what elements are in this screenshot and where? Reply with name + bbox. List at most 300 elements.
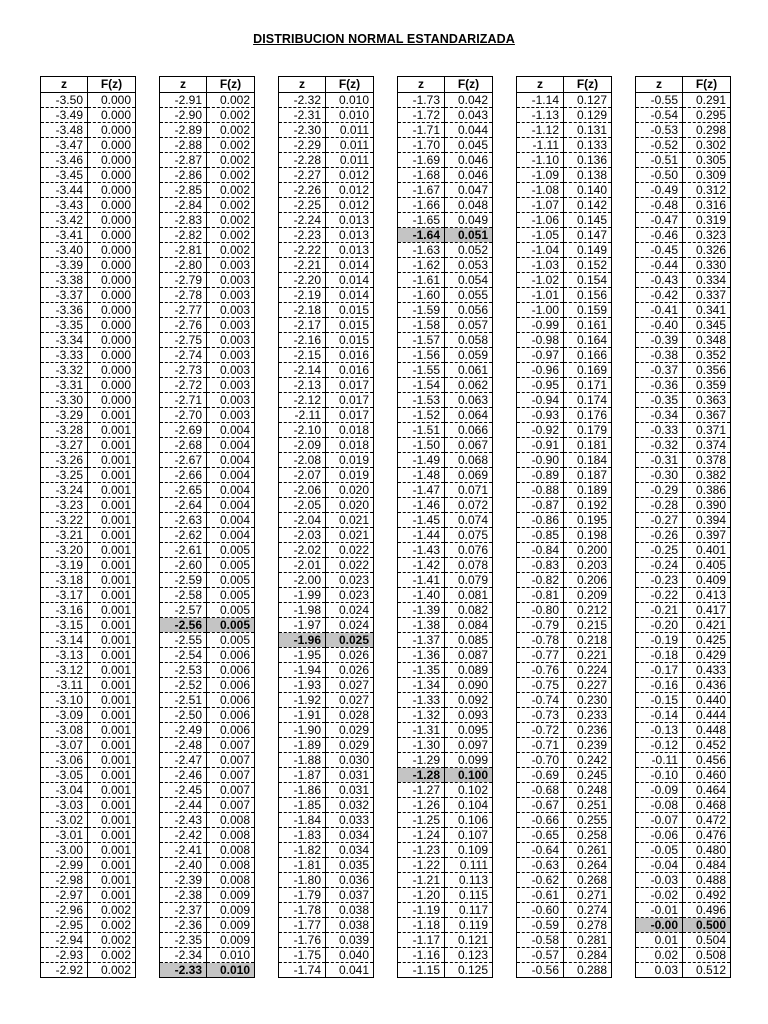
z-value: -3.28 (41, 423, 88, 438)
table-row (160, 573, 255, 588)
z-value: -3.20 (41, 543, 88, 558)
fz-value: 0.007 (207, 783, 255, 798)
table-row (41, 363, 136, 378)
fz-value: 0.090 (445, 678, 493, 693)
z-value: -2.78 (160, 288, 207, 303)
fz-header: F(z) (683, 77, 731, 93)
table-row (41, 783, 136, 798)
z-value: -3.22 (41, 513, 88, 528)
z-value: -0.22 (636, 588, 683, 603)
z-value: -2.04 (279, 513, 326, 528)
table-row (517, 708, 612, 723)
fz-value: 0.433 (683, 663, 731, 678)
fz-value: 0.001 (88, 708, 136, 723)
z-value: -0.47 (636, 213, 683, 228)
table-row (517, 603, 612, 618)
fz-value: 0.326 (683, 243, 731, 258)
fz-value: 0.022 (326, 543, 374, 558)
fz-value: 0.000 (88, 333, 136, 348)
table-row (517, 768, 612, 783)
z-value: -2.59 (160, 573, 207, 588)
fz-value: 0.012 (326, 168, 374, 183)
z-value: -0.98 (517, 333, 564, 348)
fz-value: 0.394 (683, 513, 731, 528)
fz-value: 0.038 (326, 903, 374, 918)
table-row (636, 543, 731, 558)
z-value: -3.34 (41, 333, 88, 348)
fz-value: 0.043 (445, 108, 493, 123)
table-row (517, 348, 612, 363)
fz-value: 0.140 (564, 183, 612, 198)
fz-value: 0.003 (207, 363, 255, 378)
z-value: -1.73 (398, 93, 445, 108)
z-value: -0.90 (517, 453, 564, 468)
z-value: -2.75 (160, 333, 207, 348)
fz-value: 0.017 (326, 393, 374, 408)
fz-value: 0.074 (445, 513, 493, 528)
table-row (41, 378, 136, 393)
z-value: -0.14 (636, 708, 683, 723)
table-row (636, 288, 731, 303)
table-row (160, 693, 255, 708)
fz-value: 0.476 (683, 828, 731, 843)
z-value: -0.67 (517, 798, 564, 813)
fz-value: 0.224 (564, 663, 612, 678)
fz-value: 0.174 (564, 393, 612, 408)
table-row (41, 798, 136, 813)
table-row (636, 693, 731, 708)
table-row (517, 843, 612, 858)
table-row (398, 513, 493, 528)
z-value: -0.35 (636, 393, 683, 408)
z-value: -2.87 (160, 153, 207, 168)
fz-value: 0.000 (88, 303, 136, 318)
fz-value: 0.002 (207, 108, 255, 123)
table-row (398, 933, 493, 948)
table-row (279, 303, 374, 318)
fz-value: 0.092 (445, 693, 493, 708)
table-row (279, 348, 374, 363)
fz-value: 0.002 (88, 963, 136, 978)
table-row (41, 153, 136, 168)
z-value: -2.66 (160, 468, 207, 483)
table-row (279, 483, 374, 498)
z-value: -2.64 (160, 498, 207, 513)
z-value: -2.19 (279, 288, 326, 303)
fz-value: 0.000 (88, 363, 136, 378)
table-row (41, 423, 136, 438)
z-value: -2.02 (279, 543, 326, 558)
fz-value: 0.006 (207, 648, 255, 663)
z-value: -0.82 (517, 573, 564, 588)
table-row (279, 858, 374, 873)
table-row (41, 393, 136, 408)
fz-value: 0.001 (88, 873, 136, 888)
table-row (398, 558, 493, 573)
fz-value: 0.281 (564, 933, 612, 948)
z-value: -0.03 (636, 873, 683, 888)
fz-value: 0.007 (207, 753, 255, 768)
z-value: -0.26 (636, 528, 683, 543)
z-value: -0.72 (517, 723, 564, 738)
fz-value: 0.010 (326, 93, 374, 108)
fz-value: 0.129 (564, 108, 612, 123)
z-value: -0.93 (517, 408, 564, 423)
z-value: -1.56 (398, 348, 445, 363)
table-row (41, 933, 136, 948)
z-value: -2.33 (160, 963, 207, 978)
table-row (517, 243, 612, 258)
table-row (517, 153, 612, 168)
z-value: -1.05 (517, 228, 564, 243)
fz-value: 0.047 (445, 183, 493, 198)
fz-value: 0.161 (564, 318, 612, 333)
fz-value: 0.014 (326, 273, 374, 288)
z-value: -0.51 (636, 153, 683, 168)
z-value: -1.77 (279, 918, 326, 933)
z-value: -1.43 (398, 543, 445, 558)
z-value: -2.98 (41, 873, 88, 888)
table-row (160, 243, 255, 258)
table-row (517, 588, 612, 603)
fz-header: F(z) (326, 77, 374, 93)
z-value: -0.04 (636, 858, 683, 873)
fz-value: 0.005 (207, 618, 255, 633)
fz-value: 0.100 (445, 768, 493, 783)
table-row (41, 888, 136, 903)
table-row (517, 108, 612, 123)
table-row (636, 528, 731, 543)
table-row (636, 153, 731, 168)
z-value: -1.84 (279, 813, 326, 828)
fz-value: 0.264 (564, 858, 612, 873)
fz-value: 0.097 (445, 738, 493, 753)
z-value: -0.78 (517, 633, 564, 648)
fz-value: 0.302 (683, 138, 731, 153)
fz-value: 0.014 (326, 258, 374, 273)
table-row (636, 813, 731, 828)
table-row (398, 663, 493, 678)
fz-value: 0.003 (207, 393, 255, 408)
table-row (279, 783, 374, 798)
table-row (160, 258, 255, 273)
fz-value: 0.136 (564, 153, 612, 168)
z-value: -0.61 (517, 888, 564, 903)
table-row (160, 93, 255, 108)
fz-value: 0.015 (326, 318, 374, 333)
fz-value: 0.004 (207, 423, 255, 438)
z-value: -1.79 (279, 888, 326, 903)
z-value: -2.54 (160, 648, 207, 663)
fz-value: 0.001 (88, 453, 136, 468)
fz-value: 0.181 (564, 438, 612, 453)
z-value: -1.37 (398, 633, 445, 648)
table-row (160, 123, 255, 138)
fz-value: 0.258 (564, 828, 612, 843)
z-value: -0.57 (517, 948, 564, 963)
fz-value: 0.001 (88, 588, 136, 603)
table-row (279, 693, 374, 708)
z-value: -1.75 (279, 948, 326, 963)
z-value: -3.05 (41, 768, 88, 783)
fz-value: 0.063 (445, 393, 493, 408)
fz-value: 0.429 (683, 648, 731, 663)
fz-value: 0.425 (683, 633, 731, 648)
table-row (398, 438, 493, 453)
fz-value: 0.026 (326, 648, 374, 663)
table-row (41, 768, 136, 783)
table-row (517, 258, 612, 273)
table-row (279, 198, 374, 213)
z-value: 0.03 (636, 963, 683, 978)
z-value: -1.85 (279, 798, 326, 813)
fz-value: 0.003 (207, 303, 255, 318)
fz-value: 0.159 (564, 303, 612, 318)
fz-value: 0.009 (207, 933, 255, 948)
table-row (398, 768, 493, 783)
fz-value: 0.020 (326, 483, 374, 498)
table-row (160, 738, 255, 753)
z-value: -2.89 (160, 123, 207, 138)
fz-value: 0.001 (88, 768, 136, 783)
table-row (160, 528, 255, 543)
table-row (636, 513, 731, 528)
z-value: -1.86 (279, 783, 326, 798)
table-row (517, 738, 612, 753)
table-row (41, 498, 136, 513)
table-row (517, 528, 612, 543)
z-value: -3.43 (41, 198, 88, 213)
table-row (398, 273, 493, 288)
fz-value: 0.133 (564, 138, 612, 153)
z-value: -3.33 (41, 348, 88, 363)
fz-value: 0.323 (683, 228, 731, 243)
fz-value: 0.152 (564, 258, 612, 273)
table-row (636, 618, 731, 633)
z-value: -2.94 (41, 933, 88, 948)
z-value: -3.46 (41, 153, 88, 168)
z-value: -3.09 (41, 708, 88, 723)
fz-value: 0.397 (683, 528, 731, 543)
z-value: -0.48 (636, 198, 683, 213)
table-row (636, 138, 731, 153)
z-value: -1.62 (398, 258, 445, 273)
fz-value: 0.127 (564, 93, 612, 108)
fz-value: 0.278 (564, 918, 612, 933)
z-value: -3.30 (41, 393, 88, 408)
fz-value: 0.015 (326, 333, 374, 348)
fz-value: 0.316 (683, 198, 731, 213)
z-value: -3.04 (41, 783, 88, 798)
z-value: -0.99 (517, 318, 564, 333)
fz-value: 0.042 (445, 93, 493, 108)
z-value: -0.02 (636, 888, 683, 903)
table-row (636, 363, 731, 378)
fz-value: 0.000 (88, 183, 136, 198)
fz-value: 0.027 (326, 693, 374, 708)
fz-value: 0.215 (564, 618, 612, 633)
z-value: -1.74 (279, 963, 326, 978)
z-value: -1.27 (398, 783, 445, 798)
table-row (398, 873, 493, 888)
z-value: -3.26 (41, 453, 88, 468)
fz-value: 0.031 (326, 768, 374, 783)
z-value: -1.93 (279, 678, 326, 693)
fz-value: 0.508 (683, 948, 731, 963)
fz-value: 0.468 (683, 798, 731, 813)
fz-value: 0.078 (445, 558, 493, 573)
z-value: -2.73 (160, 363, 207, 378)
fz-value: 0.480 (683, 843, 731, 858)
z-header: z (398, 77, 445, 93)
fz-value: 0.079 (445, 573, 493, 588)
fz-value: 0.001 (88, 423, 136, 438)
table-row (398, 813, 493, 828)
z-value: -1.02 (517, 273, 564, 288)
table-row (398, 678, 493, 693)
fz-value: 0.002 (88, 933, 136, 948)
z-value: -0.23 (636, 573, 683, 588)
table-row (398, 408, 493, 423)
table-row (160, 228, 255, 243)
fz-value: 0.189 (564, 483, 612, 498)
table-row (41, 468, 136, 483)
table-row (636, 648, 731, 663)
fz-value: 0.061 (445, 363, 493, 378)
fz-value: 0.109 (445, 843, 493, 858)
table-row (398, 333, 493, 348)
fz-value: 0.117 (445, 903, 493, 918)
fz-value: 0.002 (207, 213, 255, 228)
fz-value: 0.006 (207, 723, 255, 738)
table-row (398, 198, 493, 213)
table-row (160, 873, 255, 888)
fz-value: 0.107 (445, 828, 493, 843)
fz-value: 0.345 (683, 318, 731, 333)
z-value: -0.60 (517, 903, 564, 918)
z-value: -1.18 (398, 918, 445, 933)
table-row (398, 738, 493, 753)
fz-value: 0.016 (326, 348, 374, 363)
table-row (517, 468, 612, 483)
table-row (160, 813, 255, 828)
fz-value: 0.015 (326, 303, 374, 318)
z-value: -0.95 (517, 378, 564, 393)
table-row (636, 738, 731, 753)
table-row (41, 198, 136, 213)
z-value: -3.31 (41, 378, 88, 393)
z-value: -3.32 (41, 363, 88, 378)
fz-value: 0.006 (207, 663, 255, 678)
fz-value: 0.057 (445, 318, 493, 333)
fz-value: 0.001 (88, 693, 136, 708)
z-value: -3.36 (41, 303, 88, 318)
z-value: -1.49 (398, 453, 445, 468)
z-table-column-2 (159, 76, 255, 978)
table-row (279, 723, 374, 738)
z-value: -2.91 (160, 93, 207, 108)
fz-value: 0.374 (683, 438, 731, 453)
z-value: -2.22 (279, 243, 326, 258)
table-row (636, 888, 731, 903)
z-value: -1.32 (398, 708, 445, 723)
z-value: -2.49 (160, 723, 207, 738)
fz-value: 0.417 (683, 603, 731, 618)
table-row (636, 213, 731, 228)
table-row (41, 453, 136, 468)
fz-value: 0.456 (683, 753, 731, 768)
fz-value: 0.440 (683, 693, 731, 708)
fz-value: 0.330 (683, 258, 731, 273)
table-row (279, 288, 374, 303)
z-value: -2.26 (279, 183, 326, 198)
fz-value: 0.030 (326, 753, 374, 768)
z-value: -1.00 (517, 303, 564, 318)
table-row (160, 558, 255, 573)
z-value: -1.17 (398, 933, 445, 948)
fz-value: 0.001 (88, 618, 136, 633)
table-row (160, 708, 255, 723)
z-value: -2.55 (160, 633, 207, 648)
table-row (41, 273, 136, 288)
table-row (398, 843, 493, 858)
table-row (517, 753, 612, 768)
table-row (41, 108, 136, 123)
z-value: -2.83 (160, 213, 207, 228)
table-row (517, 198, 612, 213)
table-row (279, 138, 374, 153)
fz-value: 0.081 (445, 588, 493, 603)
z-value: -0.21 (636, 603, 683, 618)
table-row (279, 933, 374, 948)
fz-value: 0.295 (683, 108, 731, 123)
z-value: -1.22 (398, 858, 445, 873)
fz-value: 0.002 (207, 153, 255, 168)
z-value: -2.80 (160, 258, 207, 273)
fz-header: F(z) (564, 77, 612, 93)
z-value: -2.20 (279, 273, 326, 288)
z-value: -1.46 (398, 498, 445, 513)
fz-value: 0.500 (683, 918, 731, 933)
table-row (160, 378, 255, 393)
z-value: -0.63 (517, 858, 564, 873)
fz-value: 0.496 (683, 903, 731, 918)
fz-value: 0.319 (683, 213, 731, 228)
z-value: -0.37 (636, 363, 683, 378)
fz-value: 0.004 (207, 438, 255, 453)
table-row (517, 423, 612, 438)
fz-value: 0.001 (88, 438, 136, 453)
z-value: -0.32 (636, 438, 683, 453)
fz-value: 0.444 (683, 708, 731, 723)
table-row (160, 288, 255, 303)
fz-value: 0.227 (564, 678, 612, 693)
table-row (160, 903, 255, 918)
table-row (160, 858, 255, 873)
fz-value: 0.006 (207, 708, 255, 723)
z-value: -2.34 (160, 948, 207, 963)
fz-value: 0.192 (564, 498, 612, 513)
z-value: -2.10 (279, 423, 326, 438)
fz-value: 0.149 (564, 243, 612, 258)
fz-value: 0.010 (207, 948, 255, 963)
z-value: -2.63 (160, 513, 207, 528)
table-row (636, 783, 731, 798)
z-value: -1.16 (398, 948, 445, 963)
table-row (517, 858, 612, 873)
table-row (160, 723, 255, 738)
z-value: -1.23 (398, 843, 445, 858)
